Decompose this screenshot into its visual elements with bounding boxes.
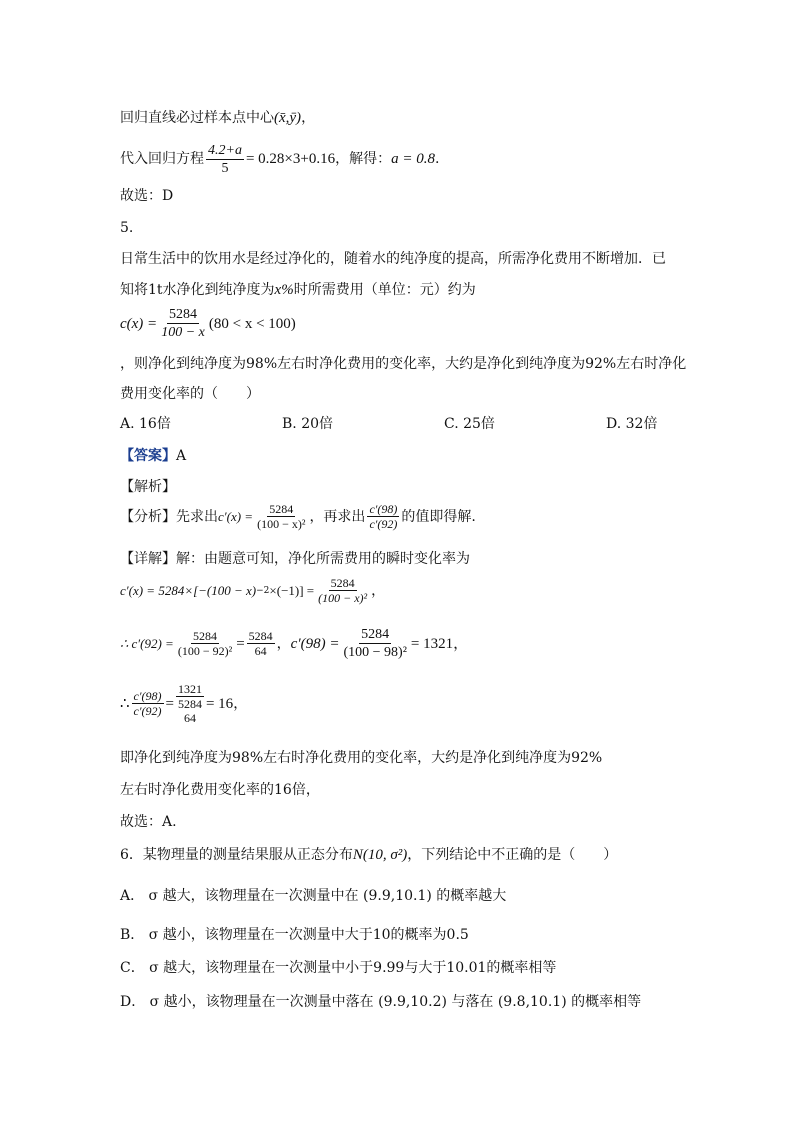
deriv-exponent: −2 [256, 585, 270, 596]
q4-line1-end: ， [301, 110, 316, 126]
deriv-den: (100 − x)² [318, 591, 368, 605]
ratio-line [120, 682, 247, 725]
q4-line1 [120, 108, 315, 128]
q5-stem-line2a: 知将1t水净化到纯净度为 [120, 282, 275, 298]
q5-stem-line5: 费用变化率的（ ） [120, 386, 260, 402]
ratio-end: ， [233, 695, 248, 712]
q5-stem-line2c: 时所需费用（单位：元）约为 [293, 282, 476, 298]
q5-number: 5. [120, 220, 134, 236]
deriv-fraction [316, 576, 369, 605]
q6-stem [120, 845, 617, 865]
normal-distribution: N(10, σ²) [352, 847, 408, 863]
xiangjie-line [120, 549, 470, 569]
answer-tag: 【答案】 [120, 448, 176, 464]
ratio-compound-fraction [176, 682, 204, 725]
fenxi-line [120, 502, 476, 531]
fenxi-ratio-den: c′(92) [369, 517, 398, 531]
ratio-inner-den [176, 697, 204, 725]
ratio-prefix: ∴ [120, 695, 130, 712]
answer-value: A [176, 448, 187, 464]
eval-eq: = [236, 635, 245, 652]
fenxi-text-b: ，再求出 [309, 508, 366, 525]
fenxi-fraction [255, 502, 307, 531]
xiangjie-text: 解：由题意可知，净化所需费用的瞬时变化率为 [176, 551, 470, 567]
conclusion-line2: 左右时净化费用变化率的16倍， [120, 782, 320, 798]
q4-solve-text: ，解得： [335, 151, 392, 167]
ratio-den: c′(92) [133, 704, 162, 718]
regression-rhs: = 0.28×3+0.16 [245, 151, 336, 167]
q4-line2-text: 代入回归方程 [120, 151, 204, 167]
ratio-rhs: = 16 [205, 695, 234, 712]
fenxi-num: 5284 [269, 502, 294, 516]
frac-den: 5 [221, 160, 229, 176]
q6-option-c: C． σ 越大，该物理量在一次测量中小于9.99与大于10.01的概率相等 [120, 960, 557, 976]
fenxi-text-a: 先求出 [176, 508, 218, 525]
q6-stem-a: 6．某物理量的测量结果服从正态分布 [120, 847, 353, 863]
func-domain: (80 < x < 100) [208, 315, 296, 332]
func-fraction [159, 306, 207, 341]
fenxi-ratio [367, 502, 399, 531]
eval-sep: ， [276, 635, 291, 652]
eval-den1: (100 − 92)² [177, 644, 233, 658]
q4-line2 [120, 140, 439, 178]
q5-choice: 故选：A. [120, 814, 177, 830]
fenxi-tag: 【分析】 [120, 508, 176, 525]
q4-choice: 故选：D [120, 188, 174, 204]
frac-num: 4.2+a [208, 142, 242, 158]
q5-function [120, 306, 296, 341]
analysis-tag: 【解析】 [120, 479, 176, 495]
eval-fraction-3 [341, 626, 408, 661]
evaluation-line [120, 626, 468, 661]
fenxi-lhs: c′(x) = [218, 508, 254, 524]
eval-rhs: = 1321， [410, 635, 469, 652]
q4-line2-end: . [434, 151, 440, 167]
deriv-mid: ×(−1)] = [269, 582, 315, 598]
eval-num1: 5284 [193, 629, 217, 643]
q6-option-b: B． σ 越小，该物理量在一次测量中大于10的概率为0.5 [120, 927, 469, 943]
deriv-num: 5284 [330, 576, 355, 590]
eval-lhs2: c′(98) = [290, 635, 340, 652]
regression-fraction [206, 142, 244, 177]
eval-fraction-1 [176, 629, 234, 658]
fenxi-den: (100 − x)² [257, 517, 306, 531]
purity-variable: x% [274, 282, 294, 298]
func-den: 100 − x [161, 325, 205, 340]
sample-center: (x̄,ȳ) [274, 110, 302, 126]
derivative-line [120, 576, 385, 605]
conclusion-line1: 即净化到纯净度为98%左右时净化费用的变化率，大约是净化到纯净度为92% [120, 750, 603, 766]
q5-stem-line4: ，则净化到纯净度为98%左右时净化费用的变化率，大约是净化到纯净度为92%左右时净化 [120, 356, 687, 372]
eval-num2: 5284 [248, 629, 273, 643]
option-d: D. 32倍 [606, 416, 658, 432]
answer-line [120, 446, 186, 466]
func-lhs: c(x) = [120, 315, 158, 332]
q6-option-d: D． σ 越小，该物理量在一次测量中落在 (9.9,10.2) 与落在 (9.8,10.1) 的概率相等 [120, 994, 642, 1010]
q6-stem-b: ，下列结论中不正确的是（ ） [407, 847, 618, 863]
q5-stem-line1: 日常生活中的饮用水是经过净化的，随着水的纯净度的提高，所需净化费用不断增加．已 [120, 251, 666, 267]
q6-option-a: A． σ 越大，该物理量在一次测量中在 (9.9,10.1) 的概率越大 [120, 888, 507, 904]
q4-result: a = 0.8 [391, 151, 435, 167]
fenxi-ratio-num: c′(98) [369, 502, 398, 516]
eval-den2: 64 [254, 644, 267, 658]
ratio-eq: = [165, 695, 174, 712]
ratio-num: c′(98) [133, 689, 162, 703]
ratio-fraction [132, 689, 164, 718]
ratio-inner-den-num: 5284 [177, 697, 202, 711]
option-b: B. 20倍 [282, 416, 334, 432]
option-c: C. 25倍 [444, 416, 495, 432]
eval-den3: (100 − 98)² [343, 645, 407, 660]
ratio-inner-num: 1321 [177, 682, 202, 696]
option-a: A. 16倍 [120, 416, 171, 432]
deriv-end: ， [371, 582, 386, 599]
ratio-inner-den-den: 64 [183, 711, 196, 725]
q5-stem-line2 [120, 280, 476, 300]
eval-prefix: ∴ c′(92) = [120, 635, 174, 651]
deriv-lhs: c′(x) = 5284×[−(100 − x) [120, 582, 257, 598]
xiangjie-tag: 【详解】 [120, 551, 176, 567]
q4-line1-text: 回归直线必过样本点中心 [120, 110, 274, 126]
fenxi-text-c: 的值即得解. [401, 508, 476, 525]
func-num: 5284 [169, 307, 198, 322]
eval-fraction-2 [247, 629, 275, 658]
eval-num3: 5284 [361, 627, 390, 642]
